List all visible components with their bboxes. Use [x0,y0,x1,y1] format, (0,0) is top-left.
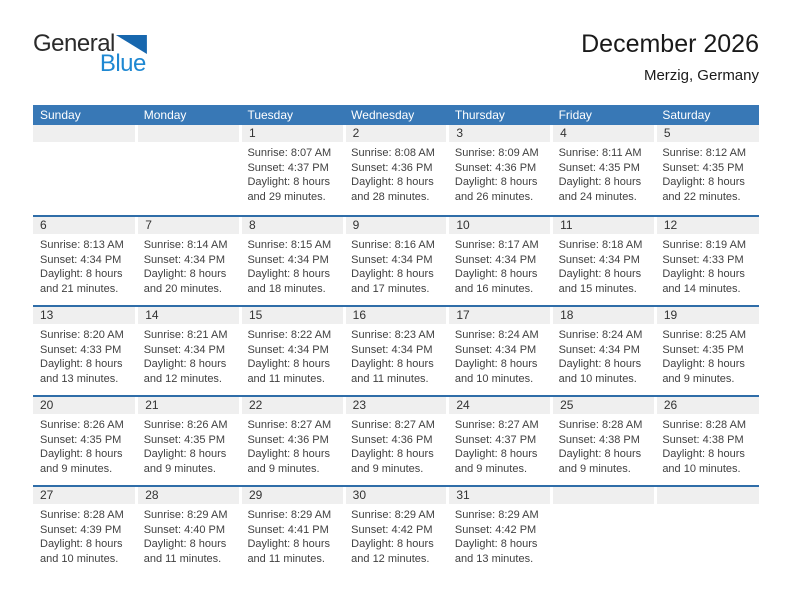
weekday-header-cell: Thursday [454,108,505,122]
sunrise-text: Sunrise: 8:23 AM [351,329,435,341]
daylight-text-line1: Daylight: 8 hours [143,448,227,460]
day-number-band: 7 [138,217,239,234]
day-number-band: 31 [449,487,550,504]
week-row [33,305,759,395]
day-number-band: 17 [449,307,550,324]
sunrise-text: Sunrise: 8:08 AM [351,147,435,159]
daylight-text-line2: and 15 minutes. [558,282,637,295]
day-details [655,142,759,204]
day-details [344,414,448,476]
sunset-text: Sunset: 4:34 PM [40,253,122,266]
day-number-band: 28 [138,487,239,504]
day-cell [137,397,241,485]
sunset-text: Sunset: 4:34 PM [351,343,433,356]
daylight-text-line2: and 11 minutes. [247,372,325,385]
day-details [137,234,241,296]
sunset-text: Sunset: 4:41 PM [247,523,329,536]
day-number-band: 26 [657,397,759,414]
sunrise-text: Sunrise: 8:27 AM [247,419,332,431]
sunset-text: Sunset: 4:35 PM [662,161,744,174]
sunset-text: Sunset: 4:33 PM [662,253,744,266]
day-cell [552,307,656,395]
daylight-text-line1: Daylight: 8 hours [558,448,642,460]
logo-text-general: General [33,30,115,57]
week-row [33,395,759,485]
daylight-text-line2: and 12 minutes. [351,552,430,565]
sunrise-text: Sunrise: 8:24 AM [558,329,643,341]
sunset-text: Sunset: 4:42 PM [454,523,537,536]
sunrise-text: Sunrise: 8:17 AM [454,239,539,251]
daylight-text-line2: and 11 minutes. [143,552,222,565]
day-number-band: 25 [553,397,654,414]
day-number-band [33,125,135,142]
daylight-text-line2: and 13 minutes. [40,372,119,385]
day-number-band: 4 [553,125,654,142]
daylight-text-line2: and 17 minutes. [351,282,430,295]
daylight-text-line1: Daylight: 8 hours [247,358,330,370]
daylight-text-line2: and 29 minutes. [247,190,326,203]
day-cell [552,217,656,305]
daylight-text-line1: Daylight: 8 hours [143,268,227,280]
day-details [448,142,552,204]
day-details [33,414,137,476]
day-details [137,324,241,386]
day-number-band: 27 [33,487,135,504]
sunrise-text: Sunrise: 8:26 AM [40,419,124,431]
day-number-band: 1 [242,125,343,142]
sunrise-text: Sunrise: 8:18 AM [558,239,643,251]
sunset-text: Sunset: 4:34 PM [351,253,433,266]
month-title: December 2026 [581,30,759,58]
daylight-text-line1: Daylight: 8 hours [40,448,123,460]
day-cell [344,307,448,395]
daylight-text-line1: Daylight: 8 hours [454,268,538,280]
daylight-text-line2: and 12 minutes. [143,372,222,385]
day-number-band: 3 [449,125,550,142]
page-header [33,30,759,84]
day-cell [240,487,344,575]
sunset-text: Sunset: 4:34 PM [454,253,537,266]
day-cell [240,217,344,305]
daylight-text-line1: Daylight: 8 hours [351,268,434,280]
day-details [552,142,656,204]
sunset-text: Sunset: 4:36 PM [351,433,433,446]
day-cell [655,125,759,215]
day-number-band: 23 [346,397,447,414]
daylight-text-line1: Daylight: 8 hours [558,268,642,280]
sunrise-text: Sunrise: 8:13 AM [40,239,124,251]
sunset-text: Sunset: 4:35 PM [143,433,226,446]
day-cell [448,125,552,215]
day-number-band: 15 [242,307,343,324]
daylight-text-line1: Daylight: 8 hours [351,176,434,188]
day-number-band: 18 [553,307,654,324]
sunrise-text: Sunrise: 8:28 AM [662,419,747,431]
day-details [552,234,656,296]
sunrise-text: Sunrise: 8:28 AM [40,509,124,521]
day-details [655,234,759,296]
sunrise-text: Sunrise: 8:27 AM [454,419,539,431]
day-details [240,504,344,566]
day-cell [240,125,344,215]
sunset-text: Sunset: 4:34 PM [454,343,537,356]
logo-text-blue: Blue [99,50,146,77]
sunset-text: Sunset: 4:39 PM [40,523,122,536]
sunrise-text: Sunrise: 8:07 AM [247,147,332,159]
day-details [137,414,241,476]
empty-day-cell [552,487,656,575]
day-number-band: 29 [242,487,343,504]
sunrise-text: Sunrise: 8:21 AM [143,329,228,341]
daylight-text-line1: Daylight: 8 hours [454,538,538,550]
daylight-text-line2: and 24 minutes. [558,190,637,203]
daylight-text-line1: Daylight: 8 hours [351,448,434,460]
sunrise-text: Sunrise: 8:12 AM [662,147,747,159]
daylight-text-line2: and 10 minutes. [662,462,741,475]
sunset-text: Sunset: 4:40 PM [143,523,226,536]
daylight-text-line1: Daylight: 8 hours [662,358,745,370]
weekday-row [33,105,759,125]
day-details [33,324,137,386]
day-number-band: 6 [33,217,135,234]
day-cell [240,397,344,485]
weekday-header-cell: Saturday [662,108,711,122]
week-row [33,485,759,575]
day-cell [552,125,656,215]
sunrise-text: Sunrise: 8:14 AM [143,239,228,251]
sunset-text: Sunset: 4:37 PM [247,161,329,174]
daylight-text-line1: Daylight: 8 hours [143,538,227,550]
sunset-text: Sunset: 4:36 PM [351,161,433,174]
title-block [581,30,759,84]
daylight-text-line1: Daylight: 8 hours [247,176,330,188]
daylight-text-line1: Daylight: 8 hours [40,538,123,550]
day-number-band: 16 [346,307,447,324]
day-details [344,324,448,386]
day-cell [655,307,759,395]
sunrise-text: Sunrise: 8:25 AM [662,329,747,341]
day-cell [448,217,552,305]
empty-day-cell [137,125,241,215]
daylight-text-line2: and 11 minutes. [351,372,429,385]
sunset-text: Sunset: 4:38 PM [558,433,640,446]
sunrise-text: Sunrise: 8:29 AM [247,509,332,521]
sunset-text: Sunset: 4:38 PM [662,433,744,446]
empty-day-cell [655,487,759,575]
day-details [552,324,656,386]
day-number-band [138,125,239,142]
day-number-band: 22 [242,397,343,414]
day-number-band [553,487,654,504]
general-blue-logo [33,30,147,78]
day-details [137,504,241,566]
day-number-band: 2 [346,125,447,142]
daylight-text-line1: Daylight: 8 hours [247,268,330,280]
sunset-text: Sunset: 4:37 PM [454,433,537,446]
sunset-text: Sunset: 4:34 PM [558,253,640,266]
day-cell [655,217,759,305]
day-cell [448,397,552,485]
sunrise-text: Sunrise: 8:26 AM [143,419,228,431]
daylight-text-line1: Daylight: 8 hours [454,358,538,370]
day-details [240,142,344,204]
calendar-table [33,105,759,575]
sunrise-text: Sunrise: 8:24 AM [454,329,539,341]
daylight-text-line2: and 18 minutes. [247,282,326,295]
day-cell [33,397,137,485]
day-number-band: 10 [449,217,550,234]
sunrise-text: Sunrise: 8:09 AM [454,147,539,159]
sunset-text: Sunset: 4:34 PM [247,253,329,266]
daylight-text-line2: and 9 minutes. [247,462,320,475]
weekday-header-cell: Wednesday [351,108,415,122]
day-cell [552,397,656,485]
day-number-band: 19 [657,307,759,324]
day-number-band: 5 [657,125,759,142]
day-number-band: 11 [553,217,654,234]
day-number-band [657,487,759,504]
day-cell [137,487,241,575]
daylight-text-line2: and 13 minutes. [454,552,534,565]
daylight-text-line2: and 10 minutes. [558,372,637,385]
daylight-text-line1: Daylight: 8 hours [351,358,434,370]
sunset-text: Sunset: 4:35 PM [558,161,640,174]
sunrise-text: Sunrise: 8:29 AM [454,509,539,521]
day-number-band: 24 [449,397,550,414]
day-number-band: 9 [346,217,447,234]
day-number-band: 21 [138,397,239,414]
daylight-text-line1: Daylight: 8 hours [662,448,745,460]
day-details [33,234,137,296]
daylight-text-line2: and 9 minutes. [662,372,735,385]
day-number-band: 20 [33,397,135,414]
week-row [33,215,759,305]
daylight-text-line2: and 20 minutes. [143,282,222,295]
sunrise-text: Sunrise: 8:29 AM [143,509,228,521]
day-details [240,414,344,476]
daylight-text-line1: Daylight: 8 hours [40,268,123,280]
day-cell [344,125,448,215]
day-details [655,324,759,386]
daylight-text-line1: Daylight: 8 hours [558,358,642,370]
daylight-text-line2: and 10 minutes. [454,372,534,385]
day-number-band: 8 [242,217,343,234]
day-cell [344,487,448,575]
daylight-text-line2: and 9 minutes. [40,462,113,475]
sunset-text: Sunset: 4:36 PM [454,161,537,174]
day-number-band: 13 [33,307,135,324]
sunrise-text: Sunrise: 8:11 AM [558,147,642,159]
day-details [344,234,448,296]
daylight-text-line2: and 16 minutes. [454,282,534,295]
sunrise-text: Sunrise: 8:16 AM [351,239,435,251]
sunset-text: Sunset: 4:42 PM [351,523,433,536]
sunset-text: Sunset: 4:35 PM [40,433,122,446]
sunrise-text: Sunrise: 8:27 AM [351,419,435,431]
empty-day-cell [33,125,137,215]
day-cell [137,307,241,395]
daylight-text-line1: Daylight: 8 hours [143,358,227,370]
daylight-text-line1: Daylight: 8 hours [662,268,745,280]
daylight-text-line1: Daylight: 8 hours [662,176,745,188]
sunrise-text: Sunrise: 8:20 AM [40,329,124,341]
day-cell [33,307,137,395]
location-subtitle: Merzig, Germany [643,67,759,84]
daylight-text-line2: and 9 minutes. [351,462,424,475]
daylight-text-line1: Daylight: 8 hours [454,448,538,460]
daylight-text-line1: Daylight: 8 hours [454,176,538,188]
day-number-band: 12 [657,217,759,234]
daylight-text-line2: and 10 minutes. [40,552,119,565]
weekday-header-cell: Sunday [40,108,81,122]
sunrise-text: Sunrise: 8:22 AM [247,329,332,341]
day-cell [344,397,448,485]
day-details [240,234,344,296]
day-cell [33,217,137,305]
daylight-text-line2: and 11 minutes. [247,552,325,565]
day-cell [448,487,552,575]
sunrise-text: Sunrise: 8:29 AM [351,509,435,521]
day-details [552,414,656,476]
sunset-text: Sunset: 4:36 PM [247,433,329,446]
day-number-band: 30 [346,487,447,504]
day-cell [33,487,137,575]
weekday-header-cell: Tuesday [247,108,294,122]
day-details [33,504,137,566]
week-row [33,125,759,215]
day-cell [240,307,344,395]
daylight-text-line2: and 26 minutes. [454,190,534,203]
daylight-text-line1: Daylight: 8 hours [40,358,123,370]
daylight-text-line2: and 21 minutes. [40,282,119,295]
sunrise-text: Sunrise: 8:19 AM [662,239,747,251]
day-details [344,504,448,566]
day-details [448,234,552,296]
daylight-text-line1: Daylight: 8 hours [351,538,434,550]
daylight-text-line2: and 28 minutes. [351,190,430,203]
day-details [448,414,552,476]
day-cell [448,307,552,395]
daylight-text-line1: Daylight: 8 hours [247,448,330,460]
day-details [655,414,759,476]
daylight-text-line2: and 9 minutes. [558,462,631,475]
day-details [448,504,552,566]
daylight-text-line1: Daylight: 8 hours [558,176,642,188]
sunset-text: Sunset: 4:33 PM [40,343,122,356]
day-number-band: 14 [138,307,239,324]
weekday-header-cell: Monday [143,108,187,122]
calendar-grid [33,125,759,575]
daylight-text-line2: and 22 minutes. [662,190,741,203]
day-details [240,324,344,386]
sunrise-text: Sunrise: 8:28 AM [558,419,643,431]
day-details [448,324,552,386]
day-cell [655,397,759,485]
sunset-text: Sunset: 4:34 PM [143,343,226,356]
weekday-header-cell: Friday [558,108,592,122]
day-cell [137,217,241,305]
sunset-text: Sunset: 4:34 PM [143,253,226,266]
sunset-text: Sunset: 4:35 PM [662,343,744,356]
daylight-text-line2: and 9 minutes. [454,462,528,475]
sunset-text: Sunset: 4:34 PM [558,343,640,356]
daylight-text-line1: Daylight: 8 hours [247,538,330,550]
daylight-text-line2: and 9 minutes. [143,462,216,475]
sunrise-text: Sunrise: 8:15 AM [247,239,332,251]
day-cell [344,217,448,305]
daylight-text-line2: and 14 minutes. [662,282,741,295]
day-details [344,142,448,204]
sunset-text: Sunset: 4:34 PM [247,343,329,356]
